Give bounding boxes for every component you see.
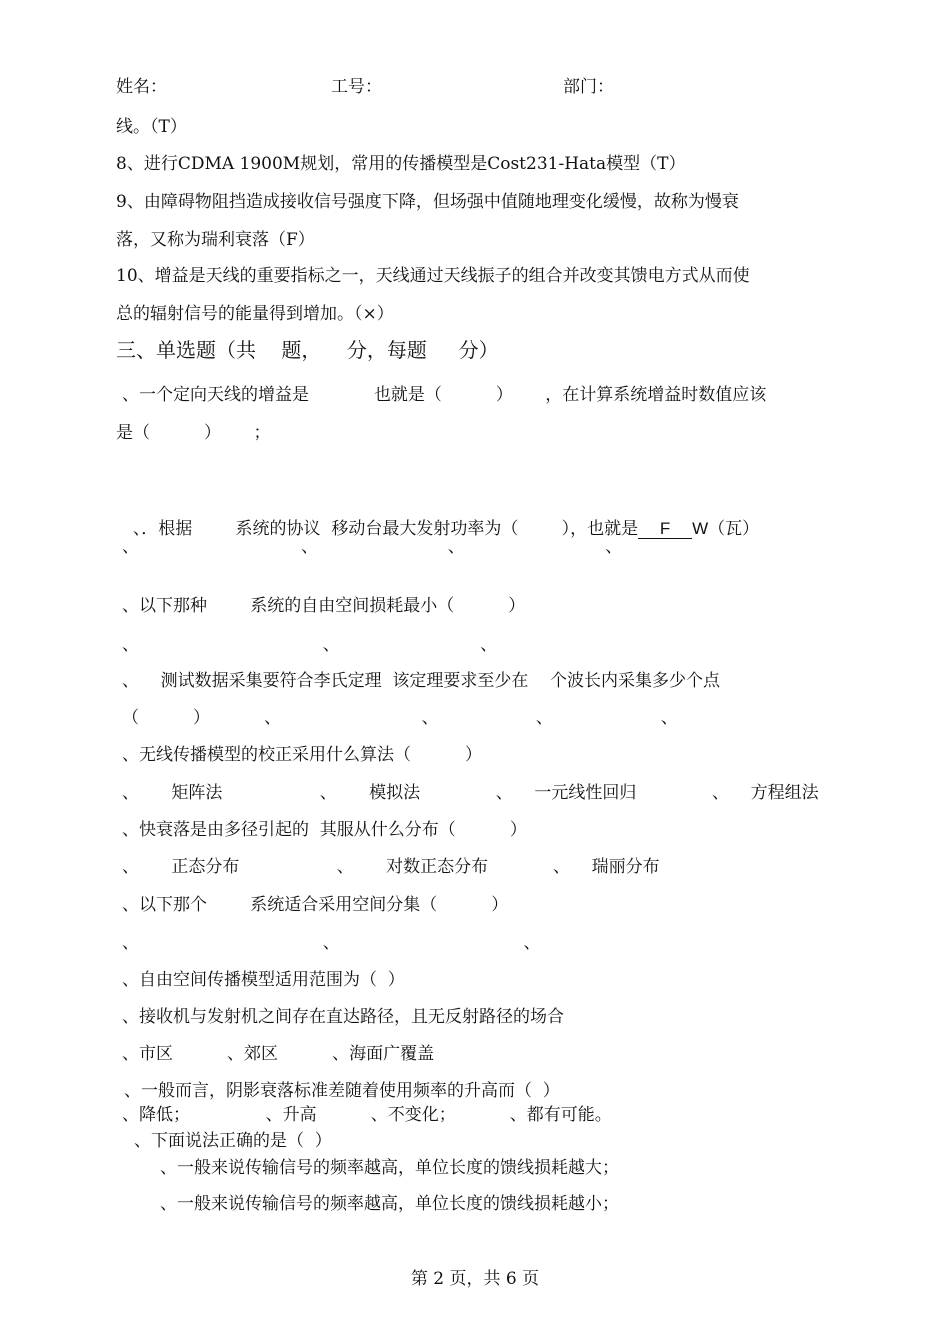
question-2-answer-blank: F xyxy=(638,520,692,539)
question-3-options: 、 、 、 xyxy=(122,635,498,655)
question-9-line: 、一般而言，阴影衰落标准差随着使用频率的升高而（ ） xyxy=(124,1081,560,1101)
text-line-5: 10、增益是天线的重要指标之一，天线通过天线振子的组合并改变其馈电方式从而使 xyxy=(116,266,750,286)
question-8-options: 、市区 、郊区 、海面广覆盖 xyxy=(122,1044,435,1064)
question-2-text: 、．根据 系统的协议 移动台最大发射功率为（ ），也就是 xyxy=(132,519,639,539)
text-line-3: 9、由障碍物阻挡造成接收信号强度下降，但场强中值随地理变化缓慢，故称为慢衰 xyxy=(116,192,739,212)
question-10-option-b: 、一般来说传输信号的频率越高，单位长度的馈线损耗越小； xyxy=(160,1194,619,1214)
page-footer: 第 2 页，共 6 页 xyxy=(410,1269,540,1289)
text-line-6: 总的辐射信号的能量得到增加。（×） xyxy=(116,304,394,324)
header-name-label: 姓名： xyxy=(116,77,167,97)
header-dept-label: 部门： xyxy=(563,77,614,97)
question-9-options: 、降低； 、升高 、不变化； 、都有可能。 xyxy=(122,1105,612,1125)
question-4-line: 、 测试数据采集要符合李氏定理 该定理要求至少在 个波长内采集多少个点 xyxy=(122,671,721,691)
question-1-line-a: 、一个定向天线的增益是 也就是（ ） ，在计算系统增益时数值应该 xyxy=(122,385,767,405)
question-10-option-a: 、一般来说传输信号的频率越高，单位长度的馈线损耗越大； xyxy=(160,1158,619,1178)
question-6-options: 、 正态分布 、 对数正态分布 、 瑞丽分布 xyxy=(122,857,660,877)
question-4-options: （ ） 、 、 、 、 xyxy=(122,708,678,728)
question-3-line: 、以下那种 系统的自由空间损耗最小（ ） xyxy=(122,596,526,616)
text-line-1: 线。（T） xyxy=(116,117,187,137)
question-6-line: 、快衰落是由多径引起的 其服从什么分布（ ） xyxy=(122,820,527,840)
text-line-4: 落，又称为瑞利衰落（F） xyxy=(116,230,315,250)
question-2-line xyxy=(122,496,759,540)
question-7-line: 、以下那个 系统适合采用空间分集（ ） xyxy=(122,895,509,915)
question-8-line: 、自由空间传播模型适用范围为（ ） xyxy=(122,970,405,990)
question-8-option-a: 、接收机与发射机之间存在直达路径，且无反射路径的场合 xyxy=(122,1007,564,1027)
section-3-title: 三、单选题（共 题， 分，每题 分） xyxy=(116,338,499,362)
question-10-line: 、下面说法正确的是（ ） xyxy=(134,1131,332,1151)
header-id-label: 工号： xyxy=(331,77,382,97)
question-2-unit: W（瓦） xyxy=(692,519,760,538)
question-1-line-b: 是（ ） ； xyxy=(116,423,271,443)
text-line-2: 8、进行CDMA 1900M规划，常用的传播模型是Cost231-Hata模型（T） xyxy=(116,154,686,174)
question-5-options: 、 矩阵法 、 模拟法 、 一元线性回归 、 方程组法 xyxy=(122,783,819,803)
question-2-options: 、 、 、 、 xyxy=(122,537,623,557)
question-5-line: 、无线传播模型的校正采用什么算法（ ） xyxy=(122,745,483,765)
question-7-options: 、 、 、 xyxy=(122,933,541,953)
